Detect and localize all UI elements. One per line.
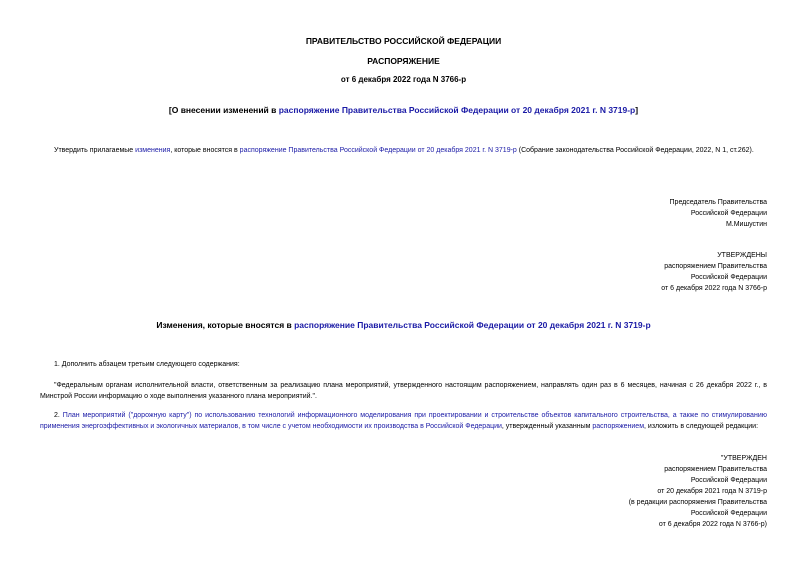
changes-title xyxy=(0,320,807,330)
order-text-2: , которые вносятся в xyxy=(170,147,240,154)
approval2-line-2: распоряжением Правительства xyxy=(664,466,767,473)
item-1: 1. Дополнить абзацем третьим следующего содержания: xyxy=(54,361,240,368)
signature-line-2: Российской Федерации xyxy=(690,210,767,217)
item-2-number: 2. xyxy=(54,412,63,419)
document-title xyxy=(0,105,807,115)
changes-link[interactable]: изменения xyxy=(135,147,171,154)
approval2-line-6: Российской Федерации xyxy=(690,510,767,517)
title-prefix: О внесении изменений в xyxy=(171,105,279,115)
header-date-number: от 6 декабря 2022 года N 3766-р xyxy=(340,75,467,84)
approval2-line-7: от 6 декабря 2022 года N 3766-р) xyxy=(658,521,767,528)
order-paragraph xyxy=(40,146,767,157)
item-2 xyxy=(40,411,767,432)
approval2-line-1: "УТВЕРЖДЕН xyxy=(720,455,767,462)
order-text-3: (Собрание законодательства Российской Федерации, 2022, N 1, ст.262). xyxy=(516,147,754,154)
approval2-line-3: Российской Федерации xyxy=(690,477,767,484)
approval-line-1: УТВЕРЖДЕНЫ xyxy=(717,252,767,259)
header-doc-type: РАСПОРЯЖЕНИЕ xyxy=(367,56,440,66)
item-2-text-1: , утвержденный указанным xyxy=(501,422,593,430)
approval-line-2: распоряжением Правительства xyxy=(664,263,767,270)
order-text-1: Утвердить прилагаемые xyxy=(54,147,136,154)
signature-line-3: М.Мишустин xyxy=(725,221,767,228)
order-reference-link[interactable]: распоряжение Правительства Российской Федерации от 20 декабря 2021 г. N 3719-р xyxy=(239,147,517,154)
order-link[interactable]: распоряжением xyxy=(592,422,645,430)
approval-block-2 xyxy=(629,453,767,530)
approval-line-3: Российской Федерации xyxy=(690,274,767,281)
approval-line-4: от 6 декабря 2022 года N 3766-р xyxy=(661,285,767,292)
signature-line-1: Председатель Правительства xyxy=(669,199,767,206)
roadmap-link[interactable]: План мероприятий ("дорожную карту") по использованию технологий информационного моделирования при проектировании и строительстве объектов капитального строительства, а также по стимулированию применения энергоэффективных и экологичных материалов, в том числе с учетом необходимости их производства в Российской Федерации xyxy=(40,412,767,430)
title-reference-link[interactable]: распоряжение Правительства Российской Федерации от 20 декабря 2021 г. N 3719-р xyxy=(278,105,636,115)
approval2-line-4: от 20 декабря 2021 года N 3719-р xyxy=(657,488,767,495)
title-bracket-close: ] xyxy=(635,105,639,115)
title-bracket-open: [ xyxy=(168,105,172,115)
quote-paragraph: "Федеральным органам исполнительной власти, ответственным за реализацию плана мероприятий, утвержденного настоящим распоряжением, направлять один раз в 6 месяцев, начиная с 26 декабря 2022 г., в Минстрой России информацию о ходе выполнения указанного плана мероприятий.". xyxy=(40,382,767,400)
signature-block xyxy=(670,197,767,230)
approval-block xyxy=(661,250,767,294)
approval2-line-5: (в редакции распоряжения Правительства xyxy=(628,499,767,506)
header-org: ПРАВИТЕЛЬСТВО РОССИЙСКОЙ ФЕДЕРАЦИИ xyxy=(305,36,502,46)
changes-title-link[interactable]: распоряжение Правительства Российской Федерации от 20 декабря 2021 г. N 3719-р xyxy=(294,320,651,330)
changes-title-prefix: Изменения, которые вносятся в xyxy=(156,320,295,330)
item-2-text-2: , изложить в следующей редакции: xyxy=(644,422,759,430)
